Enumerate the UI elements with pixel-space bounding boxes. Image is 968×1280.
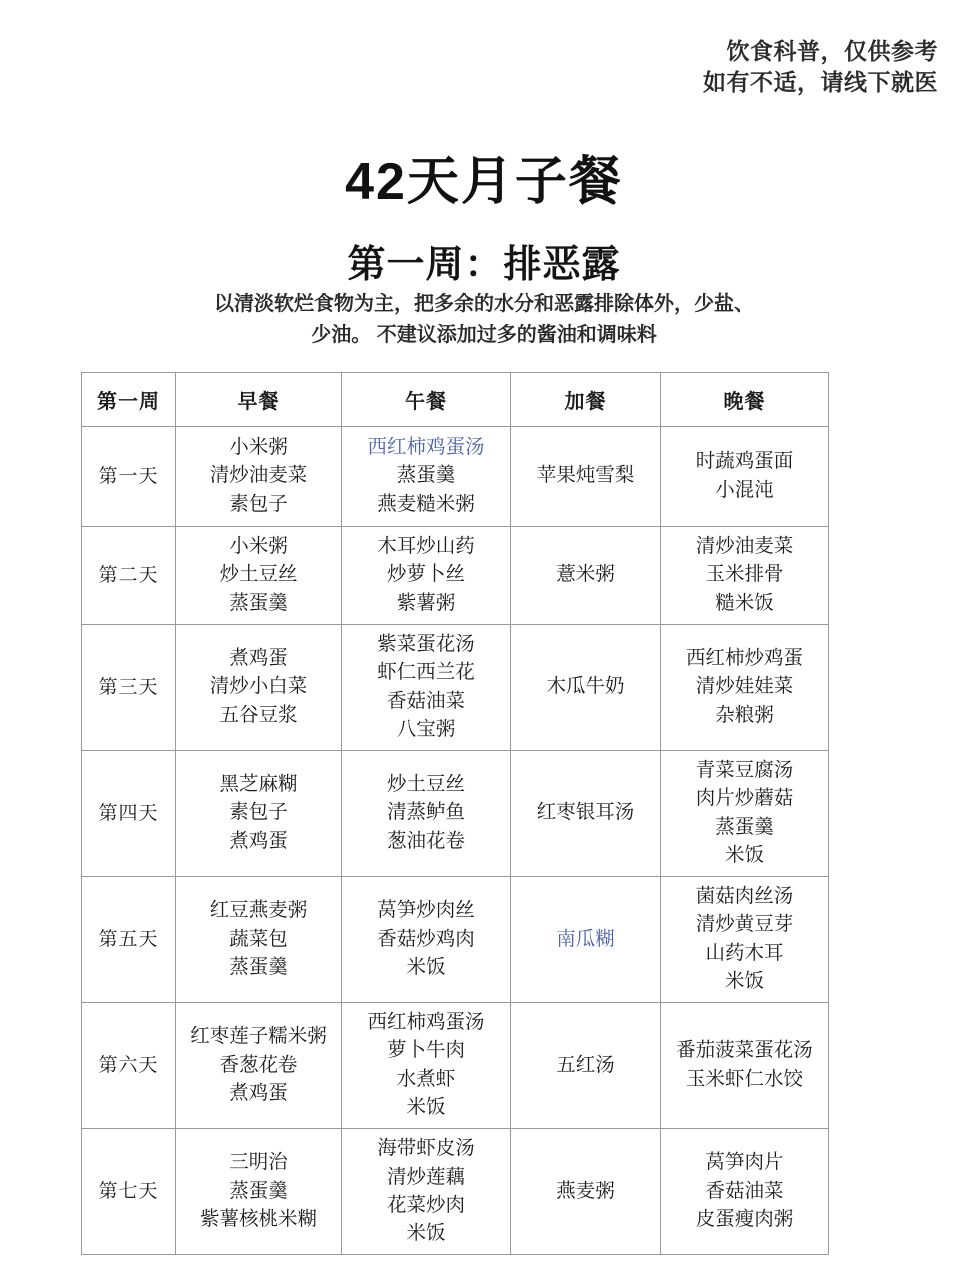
dish-item: 炒萝卜丝 [386,564,465,586]
dish-item: 煮鸡蛋 [229,648,288,670]
breakfast-cell [176,877,342,1003]
dish-item: 紫薯粥 [396,592,456,614]
dish-item: 米饭 [724,844,764,866]
dish-item: 萝卜牛肉 [386,1040,465,1062]
dish-item: 米饭 [406,956,446,978]
page-title: 42天月子餐 [345,152,623,211]
dish-item: 香菇炒鸡肉 [377,928,475,950]
dish-item: 炒土豆丝 [219,564,298,586]
dish-item: 清炒黄豆芽 [695,914,794,936]
dish-item: 糙米饭 [715,592,774,614]
intro-line-1: 以清淡软烂食物为主，把多余的水分和恶露排除体外，少盐、 [214,293,754,315]
dish-item: 红豆燕麦粥 [209,900,308,922]
table-row [82,1129,829,1255]
dish-item: 莴笋炒肉丝 [377,900,475,922]
dish-item: 五红汤 [556,1054,615,1076]
dish-item: 番茄菠菜蛋花汤 [676,1040,813,1062]
dish-item: 玉米排骨 [705,564,784,586]
dish-item: 清炒莲藕 [386,1166,465,1188]
dish-item: 西红柿鸡蛋汤 [367,437,485,459]
lunch-cell [342,1129,511,1255]
dish-item: 虾仁西兰花 [377,662,475,684]
dish-item: 蒸蛋羹 [229,1180,288,1202]
dish-item: 西红柿鸡蛋汤 [367,1012,485,1034]
dinner-cell [661,751,829,877]
day-label: 第四天 [82,751,176,877]
dish-item: 小混沌 [715,479,774,501]
column-header-lunch: 午餐 [342,373,511,427]
table-row [82,625,829,751]
dish-item: 皮蛋瘦肉粥 [695,1208,794,1230]
dish-item: 木瓜牛奶 [546,676,625,698]
day-label: 第五天 [82,877,176,1003]
dinner-cell [661,527,829,625]
dish-item: 蔬菜包 [229,928,288,950]
dish-item: 香葱花卷 [219,1054,298,1076]
dish-item: 煮鸡蛋 [229,830,288,852]
dish-item: 蒸蛋羹 [229,956,288,978]
dish-item: 香菇油菜 [386,690,465,712]
day-label: 第一天 [82,427,176,527]
dish-item: 苹果炖雪梨 [536,465,635,487]
dish-item: 紫菜蛋花汤 [377,634,475,655]
snack-cell [511,1129,661,1255]
table-row [82,751,829,877]
intro-line-2: 少油。 不建议添加过多的酱油和调味料 [311,324,657,346]
dish-item: 水煮虾 [396,1068,456,1090]
snack-cell [511,527,661,625]
dish-item: 蒸蛋羹 [229,592,288,614]
dish-item: 米饭 [724,970,764,992]
dish-item: 小米粥 [229,536,288,558]
breakfast-cell [176,625,342,751]
dish-item: 香菇油菜 [705,1180,784,1202]
dinner-cell [661,877,829,1003]
snack-cell [511,877,661,1003]
snack-cell [511,625,661,751]
dish-item: 煮鸡蛋 [229,1082,288,1104]
dinner-cell [661,427,829,527]
dinner-cell [661,1129,829,1255]
dish-item: 素包子 [229,802,288,824]
dish-item: 花菜炒肉 [386,1194,465,1216]
table-header [82,373,829,427]
table-body [82,427,829,1255]
dish-item: 莴笋肉片 [705,1152,784,1174]
lunch-cell [342,1003,511,1129]
column-header-breakfast: 早餐 [176,373,342,427]
table-row [82,1003,829,1129]
lunch-cell [342,427,511,527]
dish-item: 薏米粥 [556,564,615,586]
meal-plan-table [81,372,829,1255]
day-label: 第七天 [82,1129,176,1255]
dish-item: 菌菇肉丝汤 [695,886,794,908]
table-row [82,527,829,625]
lunch-cell [342,527,511,625]
breakfast-cell [176,1003,342,1129]
disclaimer-line-1: 饮食科普，仅供参考 [726,38,938,64]
dish-item: 红枣银耳汤 [536,802,635,824]
dish-item: 三明治 [229,1152,288,1174]
day-label: 第二天 [82,527,176,625]
dish-item: 玉米虾仁水饺 [685,1068,803,1090]
dish-item: 清蒸鲈鱼 [386,802,465,824]
dish-item: 炒土豆丝 [386,774,465,796]
dish-item: 红枣莲子糯米粥 [190,1026,327,1048]
dish-item: 海带虾皮汤 [377,1138,475,1160]
dish-item: 米饭 [406,1096,446,1118]
dish-item: 山药木耳 [705,942,784,964]
snack-cell [511,427,661,527]
breakfast-cell [176,751,342,877]
dish-item: 燕麦粥 [556,1180,615,1202]
dish-item: 小米粥 [229,437,288,459]
dish-item: 蒸蛋羹 [396,465,456,487]
breakfast-cell [176,527,342,625]
dish-item: 杂粮粥 [715,704,774,726]
table-row [82,877,829,1003]
lunch-cell [342,751,511,877]
dish-item: 黑芝麻糊 [219,774,298,796]
dish-item: 燕麦糙米粥 [377,493,475,515]
dish-item: 清炒油麦菜 [209,465,308,487]
column-header-snack: 加餐 [511,373,661,427]
dish-item: 清炒娃娃菜 [695,676,794,698]
dish-item: 清炒小白菜 [209,676,308,698]
dish-item: 蒸蛋羹 [715,816,774,838]
intro-description [134,289,834,351]
lunch-cell [342,625,511,751]
dinner-cell [661,1003,829,1129]
breakfast-cell [176,427,342,527]
column-header-dinner: 晚餐 [661,373,829,427]
week-subtitle: 第一周：排恶露 [347,243,621,286]
dish-item: 素包子 [229,493,288,515]
dinner-cell [661,625,829,751]
snack-cell [511,751,661,877]
day-label: 第六天 [82,1003,176,1129]
dish-item: 西红柿炒鸡蛋 [685,648,803,670]
dish-item: 葱油花卷 [386,830,465,852]
dish-item: 清炒油麦菜 [695,536,794,558]
table-header-row [82,373,829,427]
dish-item: 五谷豆浆 [219,704,298,726]
column-header-week: 第一周 [82,373,176,427]
table-row [82,427,829,527]
dish-item: 米饭 [406,1223,446,1245]
dish-item: 八宝粥 [396,718,456,740]
lunch-cell [342,877,511,1003]
disclaimer-note [518,36,938,97]
disclaimer-line-2: 如有不适，请线下就医 [703,68,938,95]
dish-item: 青菜豆腐汤 [695,760,794,782]
dish-item: 紫薯核桃米糊 [199,1208,317,1230]
dish-item: 时蔬鸡蛋面 [695,451,794,473]
snack-cell [511,1003,661,1129]
breakfast-cell [176,1129,342,1255]
dish-item: 南瓜糊 [556,928,615,950]
dish-item: 肉片炒蘑菇 [695,788,794,810]
day-label: 第三天 [82,625,176,751]
dish-item: 木耳炒山药 [377,536,475,558]
